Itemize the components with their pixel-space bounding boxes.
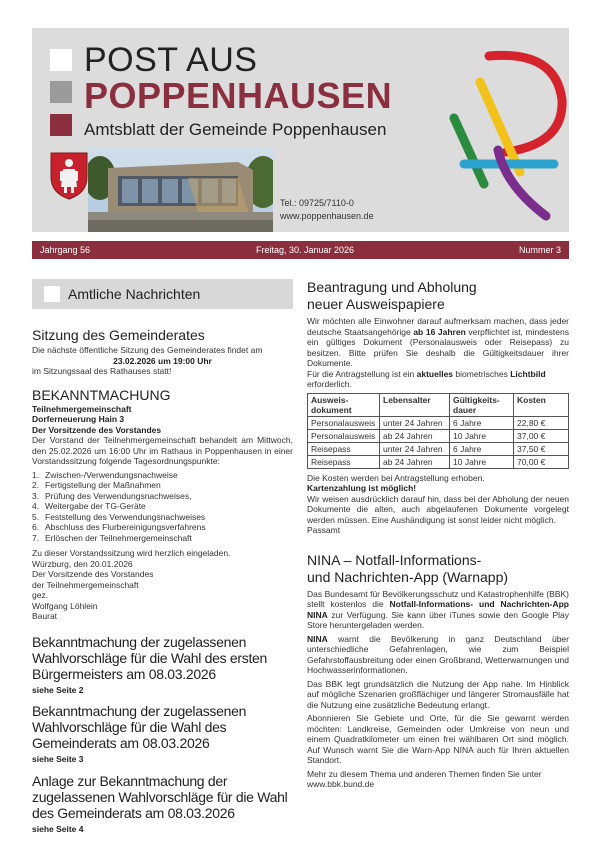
notice-title-2: Bekanntmachung der zugelassenen Wahlvorschläge für die Wahl des Gemeinderats am 08.03.2026 bbox=[32, 703, 247, 751]
table-cell: 37,00 € bbox=[514, 429, 569, 442]
issue-info-bar bbox=[32, 241, 569, 259]
announcement-sub3: Der Vorsitzende des Vorstandes bbox=[32, 424, 162, 435]
announcement-invite: Zu dieser Vorstandssitzung wird herzlich eingeladen. bbox=[32, 548, 231, 558]
nina-heading-line1: NINA – Notfall-Informations- bbox=[307, 551, 482, 568]
nina-heading-line2: und Nachrichten-App (Warnapp) bbox=[307, 568, 509, 585]
council-meeting-date: 23.02.2026 um 19:00 Uhr bbox=[113, 355, 212, 366]
id-documents-paragraph-3: Wir weisen ausdrücklich darauf hin, dass bei der Abholung der neuen Dokumente die alten, auch abgelaufenen Dokumente vorgelegt werden müssen. Eine Aushändigung ist sonst leider nicht möglich. bbox=[307, 493, 569, 525]
list-item: 5. Feststellung des Verwendungsnachweises bbox=[32, 511, 206, 522]
table-cell: 37,50 € bbox=[514, 442, 569, 455]
card-payment-note: Kartenzahlung ist möglich! bbox=[307, 483, 417, 493]
table-cell: ab 24 Jahren bbox=[380, 455, 450, 468]
table-cell: 6 Jahre bbox=[450, 416, 514, 429]
council-meeting-line1: Die nächste öffentliche Sitzung des Gemeinderates findet am bbox=[32, 345, 263, 355]
id-documents-heading-line2: neuer Ausweispapiere bbox=[307, 296, 445, 312]
notice-ref-1[interactable]: siehe Seite 2 bbox=[32, 684, 84, 695]
council-meeting-line3: im Sitzungssaal des Rathauses statt! bbox=[32, 366, 172, 376]
white-square-icon bbox=[50, 49, 72, 71]
nina-heading bbox=[307, 552, 569, 586]
council-meeting-heading: Sitzung des Gemeinderates bbox=[32, 327, 205, 343]
table-header-cell: Kosten bbox=[514, 393, 569, 416]
contact-info bbox=[280, 197, 374, 223]
council-meeting-text bbox=[32, 345, 293, 377]
table-header-cell: Ausweis-dokument bbox=[308, 393, 380, 416]
title-line-2: POPPENHAUSEN bbox=[84, 75, 393, 116]
table-cell: unter 24 Jahren bbox=[380, 442, 450, 455]
table-row bbox=[308, 442, 569, 455]
notice-ref-2[interactable]: siehe Seite 3 bbox=[32, 754, 84, 764]
right-column bbox=[307, 279, 569, 790]
notice-title-3: Anlage zur Bekanntmachung der zugelassenen Wahlvorschläge für die Wahl des Gemeinderats am 08.03.2026 bbox=[32, 772, 288, 821]
nina-paragraph-5: Mehr zu diesem Thema und anderen Themen finden Sie unter www.bbk.bund.de bbox=[307, 768, 542, 789]
table-header-cell: Gültigkeits-dauer bbox=[450, 393, 514, 416]
announcement-sub1: Teilnehmergemeinschaft bbox=[32, 403, 132, 414]
id-documents-paragraph-1: Wir möchten alle Einwohner darauf aufmerksam machen, dass jeder deutsche Staatsangehörige ab 16 Jahren verpflichtet ist, mindestens ein gültiges Dokument (Personalausweis oder Reisepass) zu besitzen. Bitte prüfen Sie deshalb die Gültigkeitsdauer ihrer Dokumente. bbox=[307, 316, 569, 368]
table-cell: 6 Jahre bbox=[450, 442, 514, 455]
announcement-heading: BEKANNTMACHUNG bbox=[32, 386, 171, 403]
left-column bbox=[32, 279, 293, 834]
colorful-p-logo-icon bbox=[434, 48, 569, 223]
announcement-sub2: Dorferneuerung Hain 3 bbox=[32, 414, 125, 424]
title-line-1: POST AUS bbox=[84, 41, 258, 79]
announcement-place-date: Würzburg, den 20.01.2026 bbox=[32, 558, 133, 569]
masthead-subtitle: Amtsblatt der Gemeinde Poppenhausen bbox=[84, 120, 387, 139]
id-documents-heading bbox=[307, 279, 569, 313]
passport-office: Passamt bbox=[307, 525, 341, 535]
list-item: 4. Weitergabe der TG-Geräte bbox=[32, 501, 146, 511]
announcement-gez: gez. bbox=[32, 590, 49, 600]
table-cell: Personalausweis bbox=[308, 416, 380, 429]
announcement-body: Der Vorstand der Teilnehmergemeinschaft behandelt am Mittwoch, den 25.02.2026 um 16:00 Uhr im Rathaus in Poppenhausen in einer Vorstandssitzung folgende Tagesordnungspunkte: bbox=[32, 435, 293, 466]
coat-of-arms-icon bbox=[48, 149, 90, 201]
table-cell: 10 Jahre bbox=[450, 455, 514, 468]
table-cell: Reisepass bbox=[308, 442, 380, 455]
fees-table bbox=[307, 393, 569, 469]
table-row bbox=[308, 455, 569, 468]
website-link[interactable]: www.poppenhausen.de bbox=[280, 211, 374, 221]
nina-paragraph-1: Das Bundesamt für Bevölkerungsschutz und Katastrophenhilfe (BBK) stellt kostenlos die Notfall-Informations- und Nachrichten-App NINA zur Verfügung. Sie kann über iTunes sowie den Google Play Store heruntergeladen werden. bbox=[307, 588, 569, 630]
town-hall-photo bbox=[88, 148, 273, 232]
notice-ref-3[interactable]: siehe Seite 4 bbox=[32, 823, 84, 834]
table-row bbox=[308, 429, 569, 442]
notice-title-1: Bekanntmachung der zugelassenen Wahlvorschläge für die Wahl des ersten Bürgermeisters am 08.03.2026 bbox=[32, 633, 268, 682]
list-item: 3. Prüfung des Verwendungsnachweises, bbox=[32, 490, 192, 501]
list-item: 1. Zwischen-/Verwendungsnachweise bbox=[32, 469, 178, 480]
announcement-sign1: Der Vorsitzende des Vorstandes bbox=[32, 569, 154, 579]
announcement-role: Baurat bbox=[32, 611, 58, 621]
announcement-sign2: der Teilnehmergemeinschaft bbox=[32, 579, 139, 590]
nina-paragraph-3: Das BBK legt grundsätzlich die Nutzung der App nahe. Im Hinblick auf mögliche Szenarien großflächiger und längerer Stromausfälle hat die Nutzung eine zusätzliche Bedeutung erlangt. bbox=[307, 678, 569, 710]
list-item: 7. Erlöschen der Teilnehmergemeinschaft bbox=[32, 532, 192, 543]
section-square-icon bbox=[44, 286, 60, 302]
grey-square-icon bbox=[50, 81, 72, 103]
table-cell: Reisepass bbox=[308, 455, 380, 468]
issue-date: Freitag, 30. Januar 2026 bbox=[256, 245, 355, 255]
id-documents-heading-line1: Beantragung und Abholung bbox=[307, 279, 477, 295]
table-cell: 22,80 € bbox=[514, 416, 569, 429]
table-cell: 70,00 € bbox=[514, 455, 569, 468]
table-header-cell: Lebensalter bbox=[380, 393, 450, 416]
issue-number: Nummer 3 bbox=[518, 245, 561, 255]
list-item: 6. Abschluss des Flurbereinigungsverfahrens bbox=[32, 522, 206, 532]
red-square-icon bbox=[50, 114, 72, 136]
id-documents-paragraph-2: Für die Antragstellung ist ein aktuelles biometrisches Lichtbild erforderlich. bbox=[307, 368, 546, 389]
masthead bbox=[32, 28, 569, 232]
nina-paragraph-2: NINA warnt die Bevölkerung in ganz Deutschland über unterschiedliche Gefahrenlagen, wie zum Beispiel Gefahrstoffausbreitung oder einen Großbrand, Wetterwarnungen und Hochwasserinformationen. bbox=[307, 633, 569, 675]
section-header bbox=[32, 279, 293, 309]
phone-number: Tel.: 09725/7110-0 bbox=[280, 198, 354, 208]
announcement-name: Wolfgang Löhlein bbox=[32, 600, 98, 611]
volume-label: Jahrgang 56 bbox=[40, 245, 91, 255]
table-header-row bbox=[308, 393, 569, 416]
table-cell: ab 24 Jahren bbox=[380, 429, 450, 442]
nina-paragraph-4: Abonnieren Sie Gebiete und Orte, für die Sie gewarnt werden möchten: Landkreise, Gemeinden oder Umkreise von neun und einem Quadratkilometer um einen frei wählbaren Ort sind möglich. Auf Wunsch warnt Sie die Warn-App NINA auch für Ihren aktuellen Standort. bbox=[307, 713, 569, 765]
list-item: 2. Fertigstellung der Maßnahmen bbox=[32, 480, 161, 490]
table-cell: 10 Jahre bbox=[450, 429, 514, 442]
costs-note: Die Kosten werden bei Antragstellung erhoben. bbox=[307, 472, 485, 483]
agenda-list bbox=[32, 470, 293, 544]
table-cell: Personalausweis bbox=[308, 429, 380, 442]
table-row bbox=[308, 416, 569, 429]
section-title: Amtliche Nachrichten bbox=[68, 286, 201, 302]
table-cell: unter 24 Jahren bbox=[380, 416, 450, 429]
